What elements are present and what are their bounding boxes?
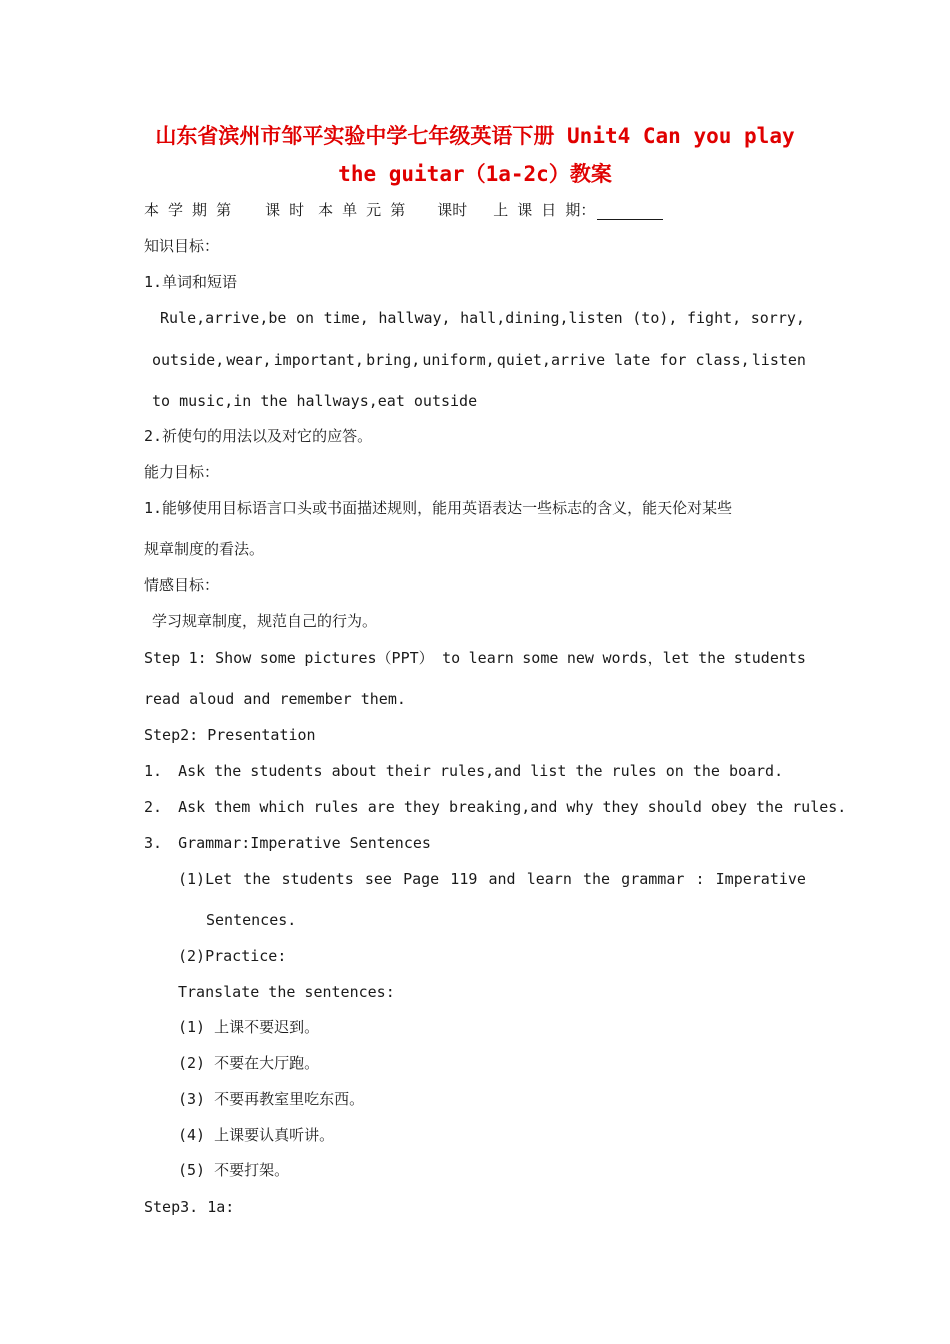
step1-word: words，let: [602, 649, 690, 667]
grammar-word: the: [582, 870, 611, 888]
grammar-word: grammar: [621, 870, 685, 888]
step1-line-2: read aloud and remember them.: [144, 690, 406, 708]
step1-word: learn: [468, 649, 514, 667]
step1-word: Step: [144, 649, 181, 667]
grammar-word: 119: [450, 870, 478, 888]
translate-sentence-4: (4) 上课要认真听讲。: [178, 1126, 335, 1144]
ability-item-1-line-2: 规章制度的看法。: [144, 540, 265, 558]
practice-label: (2)Practice:: [178, 947, 287, 965]
grammar-word: and: [488, 870, 516, 888]
date-blank: [597, 203, 663, 220]
step2-item-number: 1.: [144, 762, 163, 780]
vocab-word: fight,: [687, 309, 742, 327]
knowledge-item-1: 1.单词和短语: [144, 273, 238, 291]
step2-item-number: 3.: [144, 834, 163, 852]
translate-sentence-2: (2) 不要在大厅跑。: [178, 1054, 320, 1072]
semester-label: 本 学 期 第: [144, 201, 232, 219]
vocab-line-2: [152, 350, 806, 370]
lesson-header-row: [144, 200, 663, 220]
step2-item-number: 2.: [144, 798, 163, 816]
step1-word: pictures（PPT）: [304, 649, 434, 667]
step1-word: Show: [215, 649, 252, 667]
step1-word: students: [733, 649, 806, 667]
vocab-line-1: [160, 308, 805, 328]
grammar-word: see: [364, 870, 392, 888]
grammar-sub-1-line-2: Sentences.: [206, 911, 297, 929]
emotion-text: 学习规章制度，规范自己的行为。: [152, 612, 378, 630]
vocab-word: uniform,: [422, 351, 495, 369]
vocab-word: Rule,arrive,be: [160, 309, 287, 327]
step1-word: to: [442, 649, 461, 667]
vocab-word: outside,: [152, 351, 225, 369]
step3-heading: Step3. 1a:: [144, 1198, 235, 1216]
vocab-word: hallway,: [378, 309, 451, 327]
step1-word: some: [259, 649, 296, 667]
lesson2-label: 课时: [437, 201, 468, 219]
step2-heading: Step2: Presentation: [144, 726, 316, 744]
step2-item-3: [144, 833, 431, 853]
knowledge-item-2: 2.祈使句的用法以及对它的应答。: [144, 427, 373, 445]
vocab-line-3: to music,in the hallways,eat outside: [152, 392, 478, 410]
ability-heading: 能力目标：: [144, 463, 220, 481]
translate-sentence-1: (1) 上课不要迟到。: [178, 1018, 320, 1036]
emotion-heading: 情感目标：: [144, 576, 220, 594]
step1-line-1: [144, 648, 806, 668]
unit-label: 本 单 元 第: [318, 201, 406, 219]
vocab-word: listen: [751, 351, 806, 369]
grammar-word: Page: [403, 870, 440, 888]
document-title-line-2: the guitar（1a-2c）教案: [338, 162, 612, 186]
vocab-word: quiet,arrive late for class,: [496, 351, 750, 369]
ability-item-1-line-1: 1.能够使用目标语言口头或书面描述规则，能用英语表达一些标志的含义，能天伦对某些: [144, 499, 733, 517]
knowledge-heading: 知识目标：: [144, 237, 220, 255]
step2-item-text: Ask them which rules are they breaking,and why they should obey the rules.: [178, 798, 847, 816]
vocab-word: hall,dining,listen: [460, 309, 623, 327]
vocab-word: important,: [273, 351, 364, 369]
step1-word: the: [698, 649, 726, 667]
grammar-word: (1)Let: [178, 870, 233, 888]
step1-word: new: [566, 649, 594, 667]
step1-word: 1:: [188, 649, 207, 667]
vocab-word: sorry,: [750, 309, 805, 327]
grammar-word: the: [243, 870, 271, 888]
lesson-label: 课 时: [265, 201, 305, 219]
grammar-word: students: [281, 870, 354, 888]
step2-item-1: [144, 761, 783, 781]
step1-word: some: [522, 649, 559, 667]
step2-item-text: Ask the students about their rules,and list the rules on the board.: [178, 762, 784, 780]
vocab-word: bring,: [366, 351, 421, 369]
step2-item-text: Grammar:Imperative Sentences: [178, 834, 431, 852]
date-label: 上 课 日 期：: [493, 201, 596, 219]
grammar-word: learn: [526, 870, 572, 888]
grammar-sub-1-line-1: [178, 869, 806, 889]
vocab-word: (to),: [632, 309, 678, 327]
vocab-word: on: [296, 309, 315, 327]
translate-sentence-5: (5) 不要打架。: [178, 1161, 290, 1179]
grammar-word: Imperative: [715, 870, 806, 888]
translate-sentence-3: (3) 不要再教室里吃东西。: [178, 1090, 365, 1108]
document-title-line-1: 山东省滨州市邹平实验中学七年级英语下册 Unit4 Can you play: [155, 124, 795, 148]
translate-instruction: Translate the sentences:: [178, 983, 395, 1001]
vocab-word: wear,: [226, 351, 272, 369]
step2-item-2: [144, 797, 846, 817]
grammar-word: :: [695, 870, 705, 888]
vocab-word: time,: [323, 309, 369, 327]
